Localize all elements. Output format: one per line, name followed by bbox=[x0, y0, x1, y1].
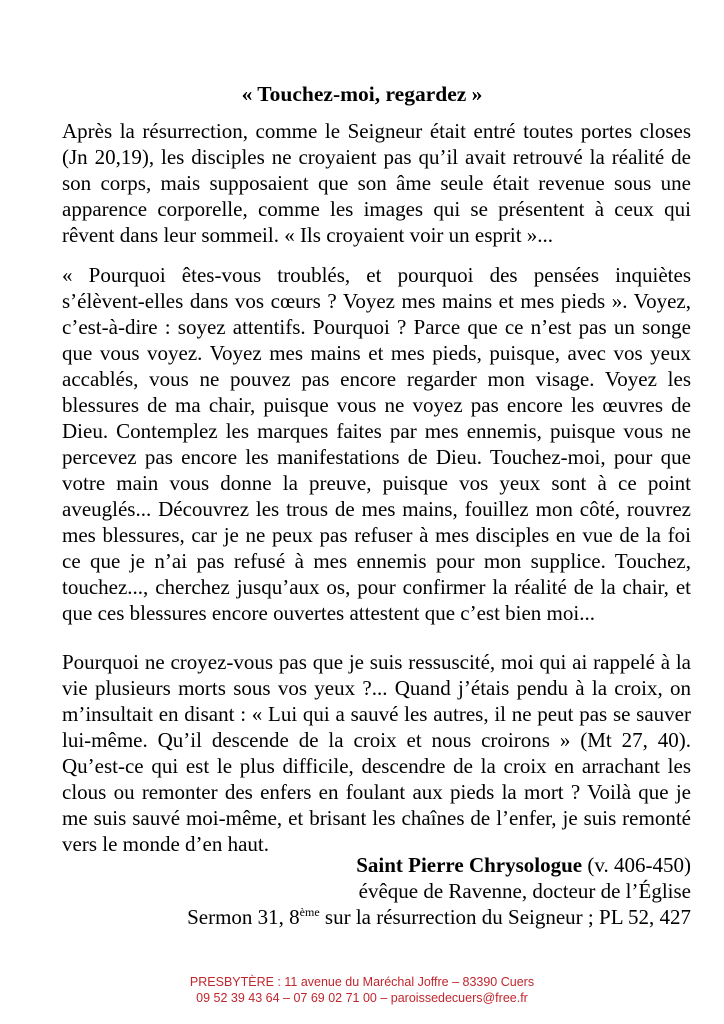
source-reference bbox=[187, 904, 691, 930]
author-dates: (v. 406-450) bbox=[582, 853, 691, 877]
footer-contact: 09 52 39 43 64 – 07 69 02 71 00 – paroissedecuers@free.fr bbox=[196, 991, 528, 1005]
paragraph-2: « Pourquoi êtes-vous troublés, et pourquoi des pensées inquiètes s’élèvent-elles dans vos cœurs ? Voyez mes mains et mes pieds ». Voyez, c’est-à-dire : soyez attentifs. Pourquoi ? Parce que ce n’est pas un songe que vous voyez. Voyez mes mains et mes pieds, puisque, avec vos yeux accablés, vous ne pouvez pas encore regarder mon visage. Voyez les blessures de ma chair, puisque vous ne voyez pas encore les œuvres de Dieu. Contemplez les marques faites par mes ennemis, puisque vous ne percevez pas encore les manifestations de Dieu. Touchez-moi, pour que votre main vous donne la preuve, puisque vos yeux sont à ce point aveuglés... Découvrez les trous de mes mains, fouillez mon côté, rouvrez mes blessures, car je ne peux pas refuser à mes disciples en vue de la foi ce que je n’ai pas refusé à mes ennemis pour mon supplice. Touchez, touchez..., cherchez jusqu’aux os, pour confirmer la réalité de la chair, et que ces blessures encore ouvertes attestent que c’est bien moi... bbox=[62, 263, 691, 625]
footer-address: PRESBYTÈRE : 11 avenue du Maréchal Joffre – 83390 Cuers bbox=[189, 975, 535, 989]
author-name: Saint Pierre Chrysologue bbox=[356, 853, 583, 877]
signature-author-line bbox=[356, 852, 691, 878]
document-title: « Touchez-moi, regardez » bbox=[241, 82, 483, 106]
source-superscript: ème bbox=[299, 905, 320, 919]
paragraph-1: Après la résurrection, comme le Seigneur était entré toutes portes closes (Jn 20,19), les disciples ne croyaient pas qu’il avait retrouvé la réalité de son corps, mais supposaient que son âme seule était revenue sous une apparence corporelle, comme les images qui se présentent à ceux qui rêvent dans leur sommeil. « Ils croyaient voir un esprit »... bbox=[62, 119, 691, 247]
source-suffix: sur la résurrection du Seigneur ; PL 52, 427 bbox=[319, 905, 691, 929]
paragraph-3: Pourquoi ne croyez-vous pas que je suis ressuscité, moi qui ai rappelé à la vie plusieurs morts sous vos yeux ?... Quand j’étais pendu à la croix, on m’insultait en disant : « Lui qui a sauvé les autres, il ne peut pas se sauver lui-même. Qu’il descende de la croix et nous croirons » (Mt 27, 40). Qu’est-ce qui est le plus difficile, descendre de la croix en arrachant les clous ou remonter des enfers en foulant aux pieds la mort ? Voilà que je me suis sauvé moi-même, et brisant les chaînes de l’enfer, je suis remonté vers le monde d’en haut. bbox=[62, 650, 691, 856]
source-prefix: Sermon 31, 8 bbox=[187, 905, 300, 929]
author-role: évêque de Ravenne, docteur de l’Église bbox=[358, 879, 691, 903]
